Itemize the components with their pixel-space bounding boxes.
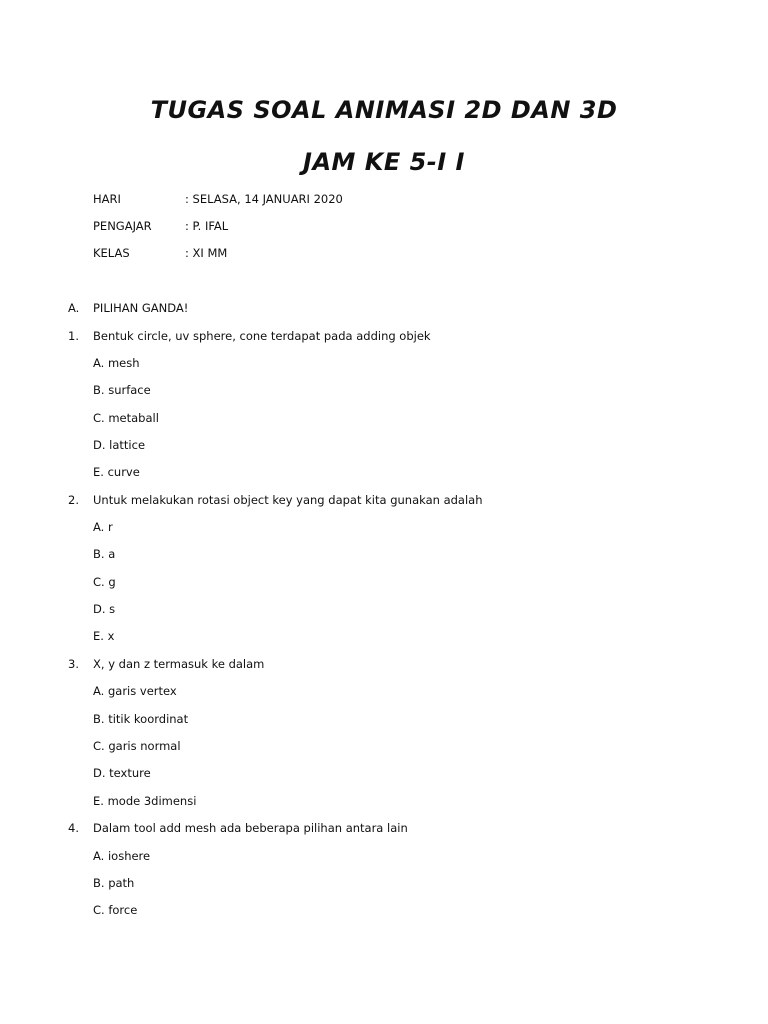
question-text: Dalam tool add mesh ada beberapa pilihan antara lain (93, 821, 408, 835)
answer-option: C. g (93, 575, 116, 589)
answer-option: C. garis normal (93, 739, 181, 753)
answer-option: B. surface (93, 383, 151, 397)
question-number: 1. (68, 329, 79, 343)
answer-option: A. mesh (93, 356, 140, 370)
question-text: X, y dan z termasuk ke dalam (93, 657, 265, 671)
answer-option: B. a (93, 547, 116, 561)
answer-option: A. r (93, 520, 113, 534)
answer-option: A. ioshere (93, 849, 151, 863)
answer-option: D. lattice (93, 438, 146, 452)
answer-option: D. texture (93, 766, 151, 780)
question-text: Bentuk circle, uv sphere, cone terdapat pada adding objek (93, 329, 431, 343)
answer-option: B. path (93, 876, 135, 890)
meta-value: : P. IFAL (185, 219, 229, 233)
meta-label: HARI (93, 192, 121, 206)
question-number: 3. (68, 657, 79, 671)
answer-option: D. s (93, 602, 116, 616)
question-number: 4. (68, 821, 79, 835)
section-title: PILIHAN GANDA! (93, 301, 189, 315)
meta-label: KELAS (93, 246, 130, 260)
meta-value: : SELASA, 14 JANUARI 2020 (185, 192, 343, 206)
meta-value: : XI MM (185, 246, 228, 260)
answer-option: C. force (93, 903, 138, 917)
answer-option: E. curve (93, 465, 140, 479)
answer-option: E. mode 3dimensi (93, 794, 197, 808)
question-text: Untuk melakukan rotasi object key yang dapat kita gunakan adalah (93, 493, 483, 507)
section-marker: A. (68, 301, 80, 315)
document-subtitle: JAM KE 5-I I (303, 148, 465, 176)
answer-option: C. metaball (93, 411, 159, 425)
answer-option: B. titik koordinat (93, 712, 189, 726)
meta-label: PENGAJAR (93, 219, 152, 233)
document-title: TUGAS SOAL ANIMASI 2D DAN 3D (150, 96, 618, 124)
question-number: 2. (68, 493, 79, 507)
answer-option: A. garis vertex (93, 684, 177, 698)
answer-option: E. x (93, 629, 115, 643)
